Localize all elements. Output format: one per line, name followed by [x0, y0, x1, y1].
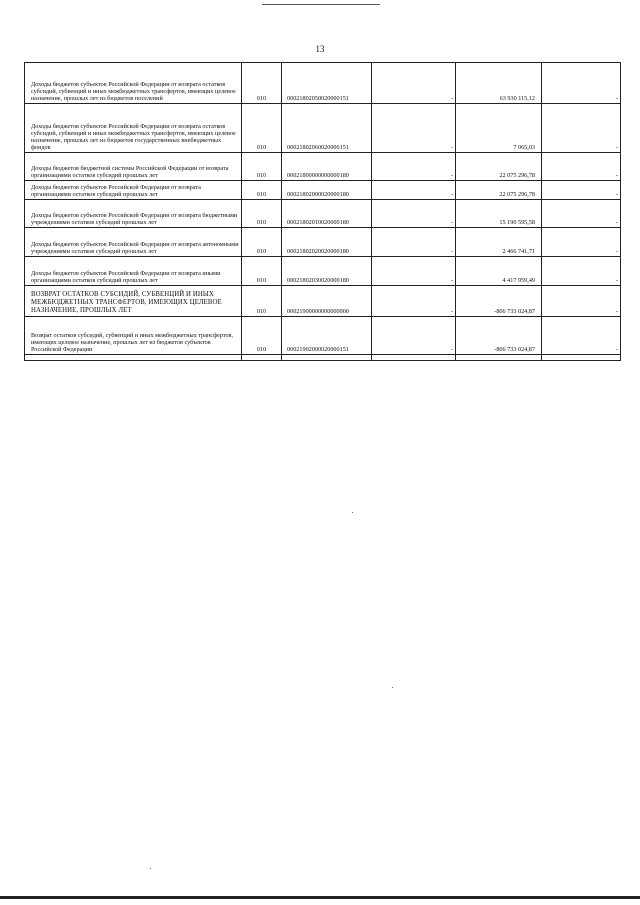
table-row: [25, 181, 621, 200]
row-col4-dash: -: [450, 190, 453, 198]
row-kbk: 00021802020020000180: [282, 228, 372, 257]
row-kbk: 00021802060020000151: [282, 104, 372, 153]
row-col6: -: [542, 257, 621, 286]
row-col4-dash: -: [450, 276, 453, 284]
bottom-scan-edge: [0, 896, 640, 899]
row-amount: 22 075 296,78: [456, 181, 542, 200]
row-col6: -: [542, 200, 621, 228]
row-col4-dash: -: [450, 307, 453, 315]
row-code: 010: [242, 228, 282, 257]
table-row: [25, 286, 621, 317]
page-number: 13: [315, 44, 325, 54]
row-kbk: 00021802050020000151: [282, 63, 372, 104]
row-col4: [372, 257, 456, 286]
table-row: [25, 153, 621, 181]
row-amount: 7 065,03: [456, 104, 542, 153]
spacer-cell: [25, 355, 242, 361]
row-col4: [372, 200, 456, 228]
row-col4-dash: -: [450, 94, 453, 102]
row-col4: [372, 286, 456, 317]
row-amount: 15 190 595,58: [456, 200, 542, 228]
spacer-cell: [372, 355, 456, 361]
spacer-cell: [242, 355, 282, 361]
row-code: 010: [242, 317, 282, 355]
row-code: 010: [242, 257, 282, 286]
row-description: Доходы бюджетов субъектов Российской Федерации от возврата бюджетными учреждениями остатков субсидий прошлых лет: [25, 200, 242, 228]
scan-speck: [392, 687, 393, 688]
row-code: 010: [242, 181, 282, 200]
row-description: Возврат остатков субсидий, субвенций и иных межбюджетных трансфертов, имеющих целевое назначение, прошлых лет из бюджетов субъектов Российской Федерации: [25, 317, 242, 355]
row-col4-dash: -: [450, 345, 453, 353]
table-row: [25, 257, 621, 286]
row-col4-dash: -: [450, 247, 453, 255]
row-description: Доходы бюджетов субъектов Российской Федерации от возврата остатков субсидий, субвенций и иных межбюджетных трансфертов, имеющих целевое назначение, прошлых лет из бюджетов государственных внебюджетных фондов: [25, 104, 242, 153]
row-col4: [372, 153, 456, 181]
row-code: 010: [242, 286, 282, 317]
row-kbk: 00021802000020000180: [282, 181, 372, 200]
row-code: 010: [242, 200, 282, 228]
row-description: Доходы бюджетов субъектов Российской Федерации от возврата остатков субсидий, субвенций и иных межбюджетных трансфертов, имеющих целевое назначение, прошлых лет из бюджетов поселений: [25, 63, 242, 104]
scan-speck: [352, 512, 353, 513]
row-col4: [372, 181, 456, 200]
row-amount: 63 930 115,12: [456, 63, 542, 104]
spacer-cell: [456, 355, 542, 361]
row-description: Доходы бюджетов субъектов Российской Федерации от возврата иными организациями остатков субсидий прошлых лет: [25, 257, 242, 286]
table-row: [25, 200, 621, 228]
table-row: [25, 228, 621, 257]
row-col6: -: [542, 153, 621, 181]
row-kbk: 00021900000000000000: [282, 286, 372, 317]
row-col6: -: [542, 317, 621, 355]
row-col4-dash: -: [450, 143, 453, 151]
row-col4-dash: -: [450, 171, 453, 179]
table-row: [25, 63, 621, 104]
scan-speck: [150, 868, 151, 869]
row-amount: 4 417 959,49: [456, 257, 542, 286]
table-row: [25, 317, 621, 355]
row-col6: -: [542, 228, 621, 257]
row-col6: -: [542, 286, 621, 317]
row-amount: 22 075 296,78: [456, 153, 542, 181]
spacer-cell: [542, 355, 621, 361]
row-col4: [372, 317, 456, 355]
row-amount: -806 733 024,87: [456, 286, 542, 317]
row-kbk: 00021902000020000151: [282, 317, 372, 355]
row-col6: -: [542, 104, 621, 153]
row-kbk: 00021802010020000180: [282, 200, 372, 228]
spacer-cell: [282, 355, 372, 361]
row-description: Доходы бюджетов субъектов Российской Федерации от возврата автономными учреждениями остатков субсидий прошлых лет: [25, 228, 242, 257]
row-col6: -: [542, 63, 621, 104]
row-col4: [372, 228, 456, 257]
top-header-rule: [262, 4, 380, 5]
row-col4: [372, 104, 456, 153]
row-kbk: 00021800000000000180: [282, 153, 372, 181]
row-code: 010: [242, 104, 282, 153]
table-bottom-spacer-row: [25, 355, 621, 361]
report-table: [24, 62, 621, 361]
row-col6: -: [542, 181, 621, 200]
row-amount: 2 466 741,71: [456, 228, 542, 257]
row-col4: [372, 63, 456, 104]
row-description: Доходы бюджетов субъектов Российской Федерации от возврата организациями остатков субсидий прошлых лет: [25, 181, 242, 200]
row-col4-dash: -: [450, 218, 453, 226]
table-row: [25, 104, 621, 153]
row-code: 010: [242, 153, 282, 181]
row-description: ВОЗВРАТ ОСТАТКОВ СУБСИДИЙ, СУБВЕНЦИЙ И ИНЫХ МЕЖБЮДЖЕТНЫХ ТРАНСФЕРТОВ, ИМЕЮЩИХ ЦЕЛЕВОЕ НАЗНАЧЕНИЕ, ПРОШЛЫХ ЛЕТ: [25, 286, 242, 317]
row-amount: -806 733 024,87: [456, 317, 542, 355]
row-description: Доходы бюджетов бюджетной системы Российской Федерации от возврата организациями остатков субсидий прошлых лет: [25, 153, 242, 181]
row-kbk: 00021802030020000180: [282, 257, 372, 286]
row-code: 010: [242, 63, 282, 104]
